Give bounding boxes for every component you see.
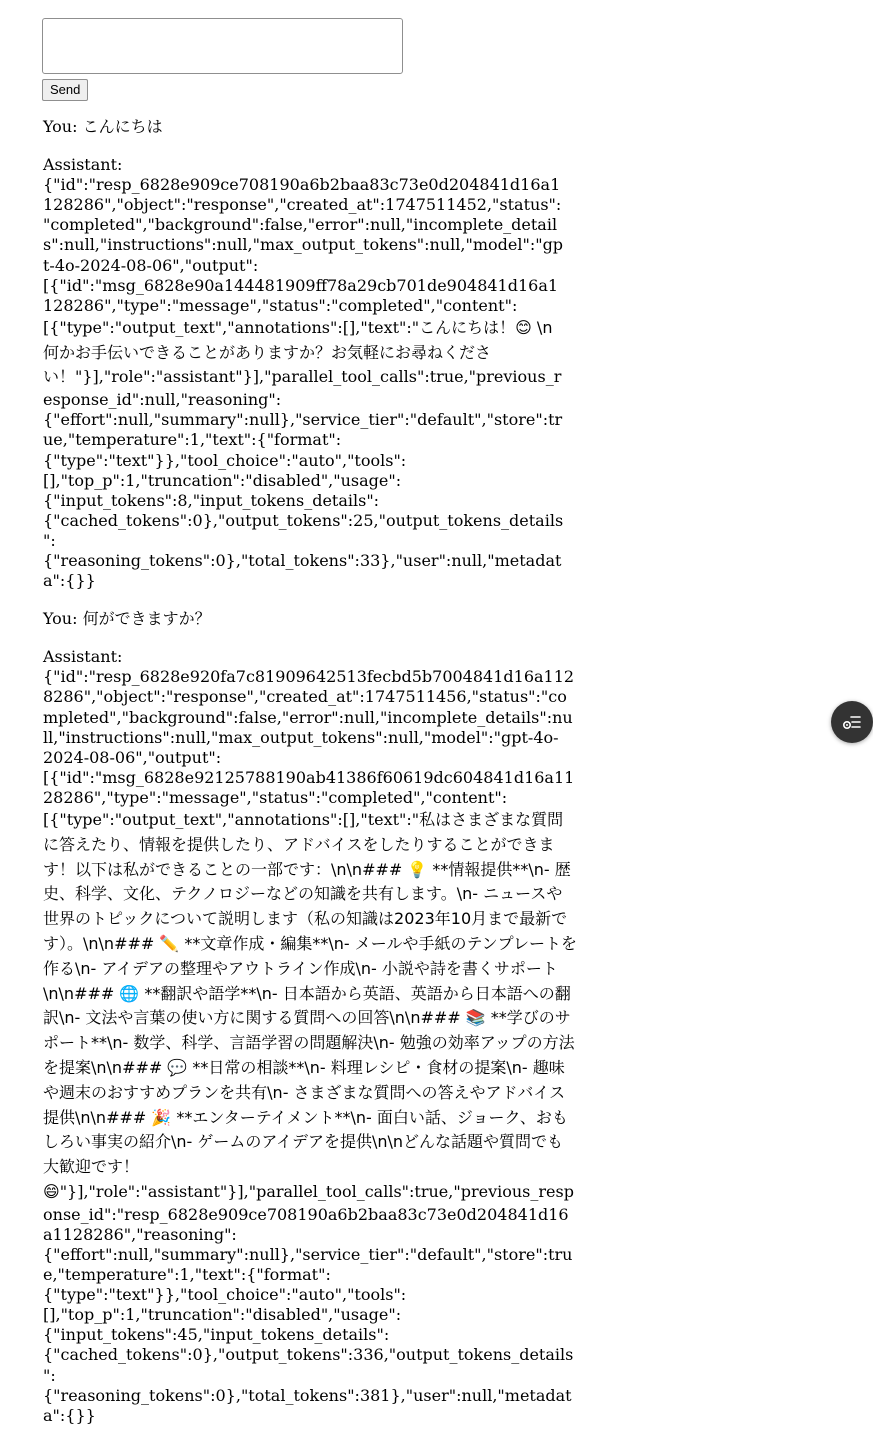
user-prefix: You: bbox=[43, 609, 83, 629]
composer bbox=[42, 18, 403, 97]
user-prefix: You: bbox=[43, 117, 83, 136]
user-message bbox=[43, 609, 868, 629]
send-button[interactable]: Send bbox=[42, 79, 88, 101]
user-message bbox=[43, 117, 868, 137]
settings-list-icon bbox=[842, 712, 862, 732]
response-json-tail: "}],"role":"assistant"}],"parallel_tool_calls":true,"previous_response_id":"resp_6828e909ce708190a6b2baa83c73e0d204841d16a1128286","reasoning":{"effort":null,"summary":null},"service_tier":"default","store":true,"temperature":1,"text":{"format":{"type":"text"}},"tool_choice":"auto","tools":[],"top_p":1,"truncation":"disabled","usage":{"input_tokens":45,"input_tokens_details":{"cached_tokens":0},"output_tokens":336,"output_tokens_details":{"reasoning_tokens":0},"total_tokens":381},"user":null,"metadata":{}} bbox=[43, 1181, 574, 1425]
response-json-head: {"id":"resp_6828e920fa7c81909642513fecbd5b7004841d16a1128286","object":"response","created_at":1747511456,"status":"completed","background":false,"error":null,"incomplete_details":null,"instructions":null,"max_output_tokens":null,"model":"gpt-4o-2024-08-06","output":[{"id":"msg_6828e92125788190ab41386f60619dc604841d16a1128286","type":"message","status":"completed","content":[{"type":"output_text","annotations":[],"text":" bbox=[43, 667, 575, 830]
response-json-tail: "}],"role":"assistant"}],"parallel_tool_calls":true,"previous_response_id":null,"reasoning":{"effort":null,"summary":null},"service_tier":"default","store":true,"temperature":1,"text":{"format":{"type":"text"}},"tool_choice":"auto","tools":[],"top_p":1,"truncation":"disabled","usage":{"input_tokens":8,"input_tokens_details":{"cached_tokens":0},"output_tokens":25,"output_tokens_details":{"reasoning_tokens":0},"total_tokens":33},"user":null,"metadata":{}} bbox=[43, 367, 564, 591]
floating-action-button[interactable] bbox=[831, 701, 873, 743]
assistant-message bbox=[43, 647, 868, 1426]
assistant-reply-text: 私はさまざまな質問に答えたり、情報を提供したり、アドバイスをしたりすることができます！以下は私ができることの一部です：\n\n### 💡 **情報提供**\n- 歴史、科学、文化、テクノロジーなどの知識を共有します。\n- ニュースや世界のトピックについて説明します（私の知識は2023年10月まで最新です）。\n\n### ✏️ **文章作成・編集**\n- メールや手紙のテンプレートを作る\n- アイデアの整理やアウトライン作成\n- 小説や詩を書くサポート\n\n### 🌐 **翻訳や語学**\n- 日本語から英語、英語から日本語への翻訳\n- 文法や言葉の使い方に関する質問への回答\n\n### 📚 **学びのサポート**\n- 数学、科学、言語学習の問題解決\n- 勉強の効率アップの方法を提案\n\n### 💬 **日常の相談**\n- 料理レシピ・食材の提案\n- 趣味や週末のおすすめプランを共有\n- さまざまな質問への答えやアドバイス提供\n\n### 🎉 **エンターテイメント**\n- 面白い話、ジョーク、おもしろい事実の紹介\n- ゲームのアイデアを提供\n\nどんな話題や質問でも大歓迎です！😄 bbox=[43, 810, 578, 1201]
user-message-text: 何ができますか？ bbox=[82, 609, 211, 629]
assistant-prefix: Assistant: bbox=[43, 155, 123, 175]
assistant-reply-text: こんにちは！😊 \n何かお手伝いできることがありますか？お気軽にお尋ねください！ bbox=[43, 317, 553, 387]
message-input[interactable] bbox=[42, 18, 403, 74]
response-json-head: {"id":"resp_6828e909ce708190a6b2baa83c73e0d204841d16a1128286","object":"response","created_at":1747511452,"status":"completed","background":false,"error":null,"incomplete_details":null,"instructions":null,"max_output_tokens":null,"model":"gpt-4o-2024-08-06","output":[{"id":"msg_6828e90a144481909ff78a29cb701de904841d16a1128286","type":"message","status":"completed","content":[{"type":"output_text","annotations":[],"text":" bbox=[43, 175, 564, 337]
user-message-text: こんにちは bbox=[82, 117, 163, 136]
assistant-response-json bbox=[43, 667, 577, 1425]
message-list bbox=[43, 117, 868, 1444]
assistant-response-json bbox=[43, 175, 565, 591]
assistant-message bbox=[43, 155, 868, 591]
assistant-prefix: Assistant: bbox=[43, 647, 123, 667]
